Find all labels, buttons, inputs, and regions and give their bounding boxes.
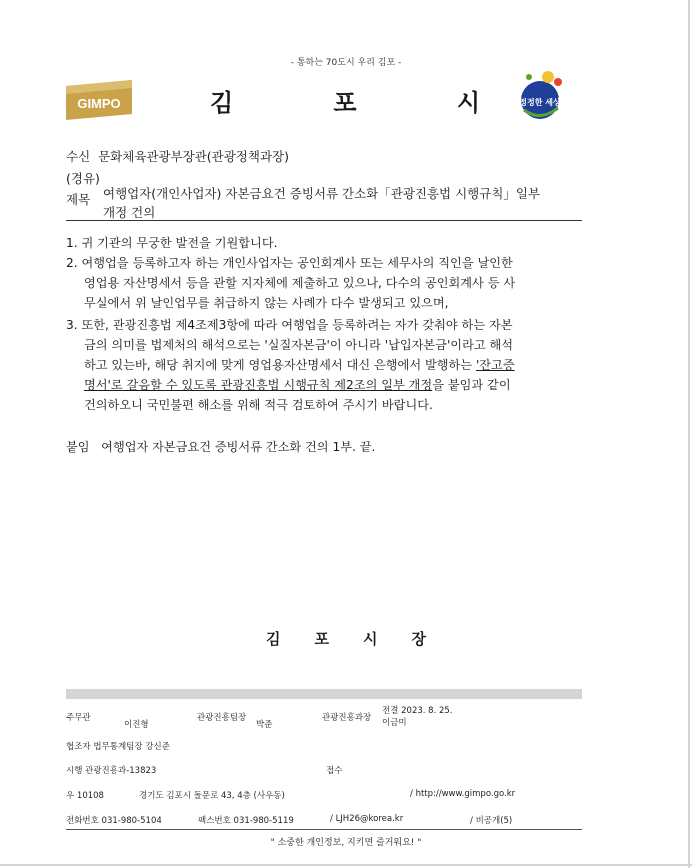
footer-separator <box>66 829 582 830</box>
subject-line-1: 여행업자(개인사업자) 자본금요건 증빙서류 간소화「관광진흥법 시행규칙」일부 <box>103 186 541 201</box>
paragraph-2-line-1: 2. 여행업을 등록하고자 하는 개인사업자는 공인회계사 또는 세무사의 직인을 날인한 <box>66 256 513 270</box>
phone-number: 전화번호 031-980-5104 <box>66 816 162 826</box>
signature-char-2: 포 <box>314 630 329 648</box>
svg-text:정정한 세상: 정정한 세상 <box>519 98 561 107</box>
org-char-3: 시 <box>456 89 480 117</box>
enforcement-number: 시행 관광진흥과-13823 <box>66 766 157 776</box>
paragraph-3-line-1: 3. 또한, 관광진흥법 제4조제3항에 따라 여행업을 등록하려는 자가 갖춰야 하는 자본 <box>66 318 513 332</box>
email-link[interactable]: / LJH26@korea.kr <box>330 814 404 824</box>
signature-block <box>0 628 692 649</box>
paragraph-2-line-3: 무실에서 위 날인업무를 취급하지 않는 사례가 다수 발생되고 있으며, <box>84 296 449 310</box>
subject-label: 제목 <box>66 192 91 207</box>
org-char-2: 포 <box>333 89 357 117</box>
paragraph-3-line-4 <box>84 375 511 395</box>
disclosure-status: / 비공개(5) <box>470 816 513 826</box>
paragraph-3-line-3 <box>84 355 515 375</box>
city-slogan-logo <box>518 68 570 124</box>
underlined-proposal-end: 명서'로 갈음할 수 있도록 관광진흥법 시행규칙 제2조의 일부 개정 <box>84 378 433 392</box>
recipient-label: 수신 <box>66 149 91 164</box>
org-char-1: 김 <box>210 89 234 117</box>
paragraph-2-line-2: 영업용 자산명세서 등을 관할 지자체에 제출하고 있으나, 다수의 공인회계사 등 사 <box>84 276 516 290</box>
recipient-value: 문화체육관광부장관(관광정책과장) <box>98 149 289 164</box>
team-lead-label: 관광진흥팀장 <box>197 713 247 723</box>
signature-char-3: 시 <box>363 630 378 648</box>
approval-note: 전결 2023. 8. 25. <box>382 706 453 716</box>
paragraph-3-line-4-text: 을 붙임과 같이 <box>432 378 511 392</box>
team-lead-name: 박준 <box>256 720 273 730</box>
via-row: (경유) <box>66 171 100 186</box>
page-edge-right <box>688 0 690 868</box>
subject-divider <box>66 220 582 221</box>
slogan: - 통하는 70도시 우리 김포 - <box>290 58 402 68</box>
homepage-link[interactable]: / http://www.gimpo.go.kr <box>410 789 516 799</box>
fax-number: 팩스번호 031-980-5119 <box>198 816 294 826</box>
signature-char-4: 장 <box>411 630 426 648</box>
paragraph-3-line-3-text: 하고 있는바, 해당 취지에 맞게 영업용자산명세서 대신 은행에서 발행하는 <box>84 358 476 372</box>
signature-char-1: 김 <box>266 630 281 648</box>
organization-title <box>210 83 480 118</box>
drafter-name: 이진형 <box>124 720 149 730</box>
address: 경기도 김포시 돌문로 43, 4층 (사우동) <box>139 791 285 801</box>
attachment-value: 여행업자 자본금요건 증빙서류 간소화 건의 1부. 끝. <box>101 440 376 454</box>
subject-line-2: 개정 건의 <box>103 205 156 220</box>
attachment-row <box>66 437 375 457</box>
underlined-proposal-start: '잔고증 <box>475 358 515 372</box>
attachment-label: 붙임 <box>66 440 90 454</box>
cooperator: 협조자 법무통계팀장 강신준 <box>66 742 170 752</box>
paragraph-3-line-5: 건의하오니 국민불편 해소를 위해 적극 검토하여 주시기 바랍니다. <box>84 398 433 412</box>
postal-code: 우 10108 <box>66 791 104 801</box>
section-chief-name: 이금미 <box>382 718 407 728</box>
paragraph-1: 1. 귀 기관의 무궁한 발전을 기원합니다. <box>66 236 278 250</box>
privacy-slogan: " 소중한 개인정보, 지키면 즐거워요! " <box>270 838 422 848</box>
drafter-label: 주무관 <box>66 713 91 723</box>
gimpo-logo <box>66 80 132 120</box>
section-chief-label: 관광진흥과장 <box>322 713 372 723</box>
svg-text:GIMPO: GIMPO <box>77 96 121 111</box>
receipt-label: 접수 <box>326 766 343 776</box>
page-edge-bottom <box>0 864 692 866</box>
footer-divider-bar <box>66 689 582 699</box>
recipient-row <box>66 147 289 165</box>
paragraph-3-line-2: 금의 의미를 법제처의 해석으로는 '실질자본금'이 아니라 '납입자본금'이라고 해석 <box>84 338 514 352</box>
